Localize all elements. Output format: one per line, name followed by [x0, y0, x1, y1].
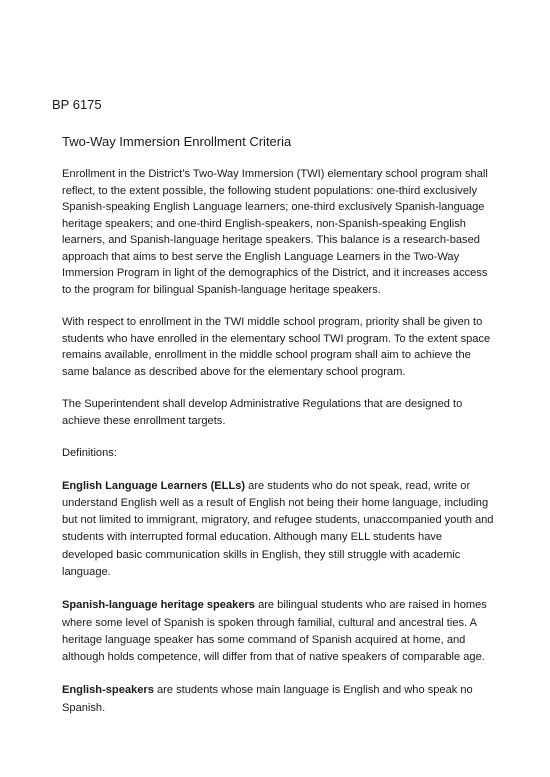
definition-term: Spanish-language heritage speakers [62, 599, 255, 612]
middle-school-paragraph: With respect to enrollment in the TWI middle school program, priority shall be given to students who have enrolled in the elementary school TWI program. To the extent space remains available, enrollment in the middle school program shall aim to achieve the same balance as described above for the elementary school program. [62, 316, 491, 378]
enrollment-paragraph: Enrollment in the District’s Two-Way Immersion (TWI) elementary school program shall reflect, to the extent possible, the following student populations: one-third exclusively Spanish-speaking English Language learners; one-third exclusively Spanish-language heritage speakers; and one-third English-speakers, non-Spanish-speaking English learners, and Spanish-language heritage speakers. This balance is a research-based approach that aims to best serve the English Language Learners in the Two-Way Immersion Program in light of the demographics of the District, and it increases access to the program for bilingual Spanish-language heritage speakers. [62, 168, 488, 296]
definition-term: English-speakers [62, 684, 154, 697]
superintendent-paragraph: The Superintendent shall develop Administrative Regulations that are designed to achieve these enrollment targets. [62, 398, 463, 427]
policy-title: Two-Way Immersion Enrollment Criteria [62, 134, 292, 149]
definition-text: are students whose main language is English and who speak no Spanish. [62, 684, 473, 714]
definition-text: are students who do not speak, read, write or understand English well as a result of English not being their home language, including but not limited to immigrant, migratory, and refugee students, unaccompanied youth and students with interrupted formal education. Although many ELL students have developed basic communication skills in English, they still struggle with academic language. [62, 479, 494, 578]
definition-english-speakers [62, 682, 494, 717]
definition-heritage-speakers [62, 597, 494, 666]
policy-number: BP 6175 [52, 97, 102, 112]
definition-text: are bilingual students who are raised in homes where some level of Spanish is spoken through familial, cultural and ancestral ties. A heritage language speaker has some command of Spanish acquired at home, and although holds competence, will differ from that of native speakers of comparable age. [62, 599, 487, 664]
definition-term: English Language Learners (ELLs) [62, 479, 246, 492]
definition-ell [62, 478, 494, 582]
definitions-heading: Definitions: [62, 447, 117, 459]
policy-body [62, 133, 494, 733]
